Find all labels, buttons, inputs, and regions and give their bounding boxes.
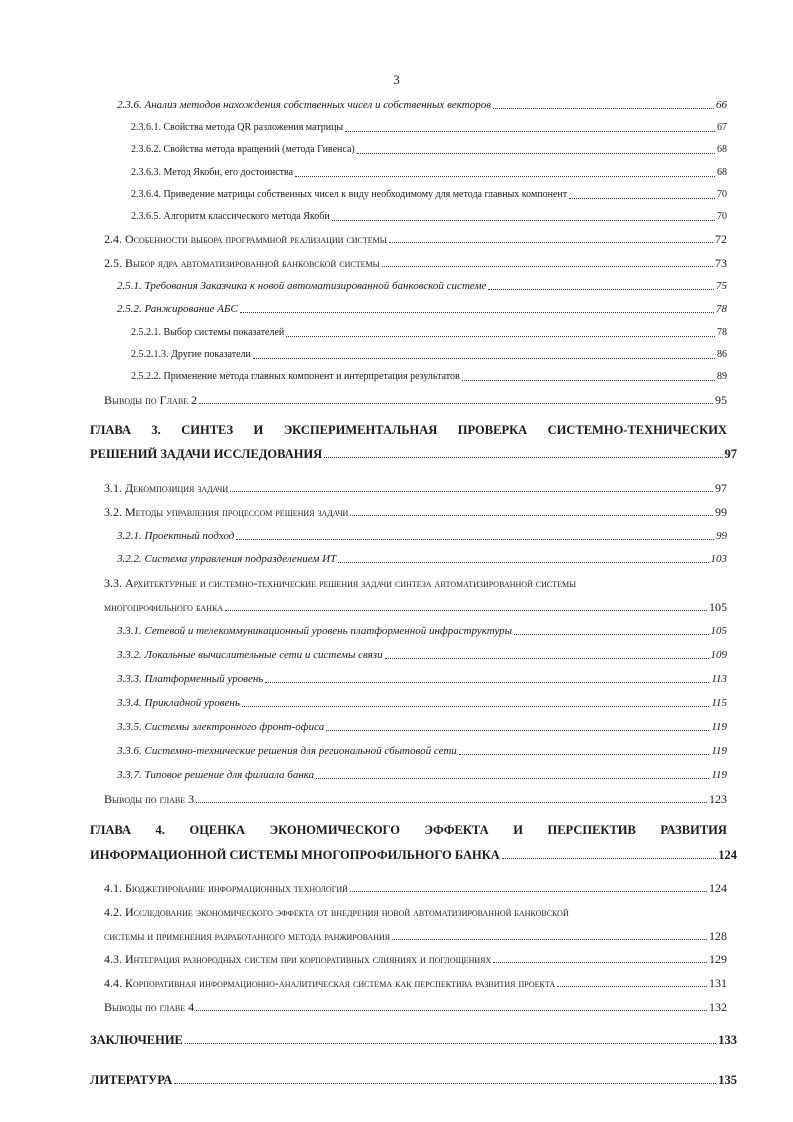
toc-entry-page: 109 bbox=[710, 649, 727, 661]
toc-entry-page: 128 bbox=[709, 929, 727, 943]
toc-entry-page: 131 bbox=[709, 976, 727, 990]
chapter-word: 4. bbox=[155, 823, 165, 837]
toc-entry-2-5[interactable] bbox=[104, 256, 727, 270]
chapter-word: ОЦЕНКА bbox=[189, 823, 246, 837]
dot-leader bbox=[338, 561, 708, 563]
toc-entry-2-3-6-5[interactable] bbox=[131, 210, 727, 224]
toc-entry-page: 132 bbox=[709, 1000, 727, 1014]
toc-entry-3-3-line1[interactable] bbox=[104, 576, 727, 590]
toc-chapter-3-line2[interactable] bbox=[90, 447, 737, 461]
dot-leader bbox=[316, 777, 709, 779]
dot-leader bbox=[557, 985, 707, 987]
toc-entry-title: 3.3.4. Прикладной уровень bbox=[117, 697, 240, 709]
toc-entry-4-2-line1[interactable] bbox=[104, 905, 727, 919]
toc-entry-page: 95 bbox=[715, 393, 727, 407]
chapter-word: ЭКОНОМИЧЕСКОГО bbox=[269, 823, 400, 837]
chapter-word: ПЕРСПЕКТИВ bbox=[547, 823, 636, 837]
toc-entry-2-5-2-1-3[interactable] bbox=[131, 348, 727, 362]
dot-leader bbox=[514, 633, 708, 635]
toc-entry-2-4[interactable] bbox=[104, 232, 727, 246]
toc-entry-page: 78 bbox=[717, 327, 727, 338]
chapter-word: ГЛАВА bbox=[90, 423, 131, 437]
toc-entry-page: 115 bbox=[711, 697, 727, 709]
toc-entry-title: 2.5.2.1.3. Другие показатели bbox=[131, 349, 251, 360]
toc-entry-2-5-2-1[interactable] bbox=[131, 326, 727, 340]
toc-entry-2-3-6-4[interactable] bbox=[131, 188, 727, 202]
toc-entry-3-3-1[interactable] bbox=[117, 624, 727, 638]
chapter-word: ЭКСПЕРИМЕНТАЛЬНАЯ bbox=[283, 423, 438, 437]
dot-leader bbox=[324, 456, 722, 458]
toc-entry-title: системы и применения разработанного метода ранжирования bbox=[104, 929, 391, 943]
dot-leader bbox=[225, 609, 707, 611]
toc-entry-title: 3.2. Методы управления процессом решения задачи bbox=[104, 505, 349, 519]
toc-chapter-4-line1[interactable] bbox=[90, 822, 727, 838]
chapter-word: РАЗВИТИЯ bbox=[660, 823, 727, 837]
toc-entry-conclusions-ch4[interactable] bbox=[104, 1000, 727, 1014]
toc-entry-3-3-line2[interactable] bbox=[104, 600, 727, 614]
toc-entry-title: 2.5.1. Требования Заказчика к новой автоматизированной банковской системе bbox=[117, 280, 487, 292]
toc-entry-3-3-3[interactable] bbox=[117, 672, 727, 686]
toc-entry-page: 133 bbox=[718, 1033, 737, 1047]
dot-leader bbox=[392, 938, 707, 940]
toc-entry-title: 2.5.2.2. Применение метода главных компонент и интерпретация результатов bbox=[131, 371, 460, 382]
toc-entry-title: 3.3.2. Локальные вычислительные сети и системы связи bbox=[117, 649, 383, 661]
toc-entry-page: 135 bbox=[718, 1073, 737, 1087]
toc-entry-page: 89 bbox=[717, 371, 727, 382]
toc-entry-page: 99 bbox=[716, 530, 727, 542]
toc-entry-4-4[interactable] bbox=[104, 976, 727, 990]
toc-entry-title: 2.4. Особенности выбора программной реализации системы bbox=[104, 232, 387, 246]
chapter-word: И bbox=[253, 423, 264, 437]
toc-entry-conclusions-ch2[interactable] bbox=[104, 393, 727, 407]
toc-entry-title: ИНФОРМАЦИОННОЙ СИСТЕМЫ МНОГОПРОФИЛЬНОГО БАНКА bbox=[90, 848, 500, 862]
toc-entry-title: 2.3.6.2. Свойства метода вращений (метода Гивенса) bbox=[131, 144, 355, 155]
dot-leader bbox=[493, 107, 714, 109]
toc-entry-2-3-6-3[interactable] bbox=[131, 166, 727, 180]
toc-entry-3-3-5[interactable] bbox=[117, 720, 727, 734]
toc-entry-3-1[interactable] bbox=[104, 481, 727, 495]
toc-entry-page: 68 bbox=[717, 167, 727, 178]
dot-leader bbox=[345, 130, 715, 132]
dot-leader bbox=[199, 402, 713, 404]
chapter-word: И bbox=[513, 823, 523, 837]
dot-leader bbox=[230, 490, 713, 492]
toc-entry-4-3[interactable] bbox=[104, 952, 727, 966]
dot-leader bbox=[350, 514, 713, 516]
toc-entry-3-3-7[interactable] bbox=[117, 768, 727, 782]
toc-entry-3-2-1[interactable] bbox=[117, 529, 727, 543]
toc-entry-2-3-6-2[interactable] bbox=[131, 143, 727, 157]
chapter-word: ЭФФЕКТА bbox=[424, 823, 489, 837]
toc-entry-page: 70 bbox=[717, 189, 727, 200]
toc-entry-title: 4.3. Интеграция разнородных систем при корпоративных слияниях и поглощениях bbox=[104, 952, 492, 966]
toc-entry-conclusion[interactable] bbox=[90, 1033, 737, 1047]
toc-entry-title: 3.3. Архитектурные и системно-технические решения задачи синтеза автоматизированной системы bbox=[104, 576, 577, 590]
toc-entry-2-5-1[interactable] bbox=[117, 279, 727, 293]
toc-entry-page: 73 bbox=[715, 256, 727, 270]
toc-entry-title: 2.3.6.3. Метод Якоби, его достоинства bbox=[131, 167, 294, 178]
toc-entry-page: 123 bbox=[709, 792, 727, 806]
toc-entry-conclusions-ch3[interactable] bbox=[104, 792, 727, 806]
dot-leader bbox=[196, 1009, 707, 1011]
dot-leader bbox=[286, 335, 715, 337]
dot-leader bbox=[236, 538, 714, 540]
dot-leader bbox=[569, 197, 715, 199]
toc-entry-title: 3.1. Декомпозиция задачи bbox=[104, 481, 229, 495]
toc-entry-title: многопрофильного банка bbox=[104, 600, 224, 614]
chapter-word: 3. bbox=[151, 423, 161, 437]
toc-entry-title: 2.5.2. Ранжирование АБС bbox=[117, 303, 238, 315]
toc-entry-title: 3.3.5. Системы электронного фронт-офиса bbox=[117, 721, 325, 733]
toc-entry-title: 2.3.6.4. Приведение матрицы собственных чисел к виду необходимому для метода главных компонент bbox=[131, 189, 568, 200]
toc-entry-3-2[interactable] bbox=[104, 505, 727, 519]
chapter-word: ПРОВЕРКА bbox=[457, 423, 528, 437]
toc-entry-title: ЛИТЕРАТУРА bbox=[90, 1073, 173, 1087]
toc-entry-page: 67 bbox=[717, 122, 727, 133]
toc-entry-page: 78 bbox=[716, 303, 727, 315]
dot-leader bbox=[502, 857, 716, 859]
chapter-word: СИСТЕМНО-ТЕХНИЧЕСКИХ bbox=[547, 423, 727, 437]
toc-entry-page: 119 bbox=[711, 721, 727, 733]
toc-entry-title: 2.5. Выбор ядра автоматизированной банковской системы bbox=[104, 256, 380, 270]
toc-entry-page: 105 bbox=[709, 600, 727, 614]
dot-leader bbox=[196, 801, 707, 803]
dot-leader bbox=[265, 681, 709, 683]
toc-entry-literature[interactable] bbox=[90, 1073, 737, 1087]
chapter-word: ГЛАВА bbox=[90, 823, 131, 837]
toc-entry-title: 2.3.6.1. Свойства метода QR разложения матрицы bbox=[131, 122, 344, 133]
dot-leader bbox=[326, 729, 709, 731]
toc-entry-page: 86 bbox=[717, 349, 727, 360]
toc-entry-title: ЗАКЛЮЧЕНИЕ bbox=[90, 1033, 183, 1047]
toc-entry-page: 68 bbox=[717, 144, 727, 155]
dot-leader bbox=[240, 311, 714, 313]
toc-entry-title: 4.1. Бюджетирование информационных технологий bbox=[104, 881, 348, 895]
toc-entry-2-5-2[interactable] bbox=[117, 302, 727, 316]
toc-entry-page: 72 bbox=[715, 232, 727, 246]
toc-entry-page: 124 bbox=[709, 881, 727, 895]
toc-entry-title: 3.3.1. Сетевой и телекоммуникационный уровень платформенной инфраструктуры bbox=[117, 625, 513, 637]
toc-entry-3-3-2[interactable] bbox=[117, 648, 727, 662]
dot-leader bbox=[185, 1042, 716, 1044]
toc-entry-title: 4.2. Исследование экономического эффекта от внедрения новой автоматизированной банковской bbox=[104, 905, 569, 919]
toc-entry-2-5-2-2[interactable] bbox=[131, 370, 727, 384]
toc-entry-title: 2.5.2.1. Выбор системы показателей bbox=[131, 327, 285, 338]
dot-leader bbox=[382, 265, 713, 267]
toc-entry-page: 97 bbox=[715, 481, 727, 495]
toc-entry-3-3-6[interactable] bbox=[117, 744, 727, 758]
toc-entry-2-3-6[interactable] bbox=[117, 98, 727, 112]
dot-leader bbox=[350, 890, 707, 892]
toc-entry-title: 3.3.6. Системно-технические решения для региональной сбытовой сети bbox=[117, 745, 457, 757]
toc-entry-4-2-line2[interactable] bbox=[104, 929, 727, 943]
toc-entry-title: Выводы по главе 3 bbox=[104, 792, 195, 806]
toc-entry-title: 2.3.6. Анализ методов нахождения собственных чисел и собственных векторов bbox=[117, 99, 492, 111]
toc-entry-title: 3.2.1. Проектный подход bbox=[117, 530, 235, 542]
dot-leader bbox=[488, 288, 714, 290]
toc-entry-3-2-2[interactable] bbox=[117, 552, 727, 566]
page-number: 3 bbox=[393, 72, 400, 87]
toc-entry-title: Выводы по главе 4 bbox=[104, 1000, 195, 1014]
toc-entry-page: 75 bbox=[716, 280, 727, 292]
toc-chapter-4-line2[interactable] bbox=[90, 848, 737, 862]
toc-entry-title: 3.3.7. Типовое решение для филиала банка bbox=[117, 769, 315, 781]
toc-entry-page: 124 bbox=[718, 848, 737, 862]
toc-entry-page: 97 bbox=[724, 447, 737, 461]
toc-entry-title: 3.3.3. Платформенный уровень bbox=[117, 673, 264, 685]
toc-entry-2-3-6-1[interactable] bbox=[131, 121, 727, 135]
toc-entry-4-1[interactable] bbox=[104, 881, 727, 895]
toc-entry-title: 2.3.6.5. Алгоритм классического метода Якоби bbox=[131, 211, 330, 222]
toc-entry-page: 66 bbox=[716, 99, 727, 111]
toc-entry-page: 119 bbox=[711, 745, 727, 757]
toc-entry-page: 103 bbox=[710, 553, 727, 565]
dot-leader bbox=[462, 379, 715, 381]
dot-leader bbox=[242, 705, 709, 707]
dot-leader bbox=[385, 657, 709, 659]
toc-entry-title: 3.2.2. Система управления подразделением ИТ bbox=[117, 553, 337, 565]
dot-leader bbox=[389, 241, 713, 243]
chapter-word: СИНТЕЗ bbox=[181, 423, 234, 437]
toc-entry-title: Выводы по Главе 2 bbox=[104, 393, 198, 407]
toc-chapter-3-line1[interactable] bbox=[90, 422, 727, 438]
dot-leader bbox=[295, 175, 715, 177]
toc-entry-title: РЕШЕНИЙ ЗАДАЧИ ИССЛЕДОВАНИЯ bbox=[90, 447, 323, 461]
dot-leader bbox=[459, 753, 710, 755]
dot-leader bbox=[332, 219, 715, 221]
toc-entry-page: 105 bbox=[710, 625, 727, 637]
toc-entry-3-3-4[interactable] bbox=[117, 696, 727, 710]
toc-entry-page: 70 bbox=[717, 211, 727, 222]
toc-entry-page: 129 bbox=[709, 952, 727, 966]
dot-leader bbox=[174, 1082, 716, 1084]
toc-entry-page: 119 bbox=[711, 769, 727, 781]
toc-entry-title: 4.4. Корпоративная информационно-аналитическая система как перспектива развития проекта bbox=[104, 976, 556, 990]
dot-leader bbox=[253, 357, 715, 359]
toc-entry-page: 113 bbox=[711, 673, 727, 685]
dot-leader bbox=[493, 961, 707, 963]
dot-leader bbox=[357, 152, 715, 154]
toc-entry-page: 99 bbox=[715, 505, 727, 519]
